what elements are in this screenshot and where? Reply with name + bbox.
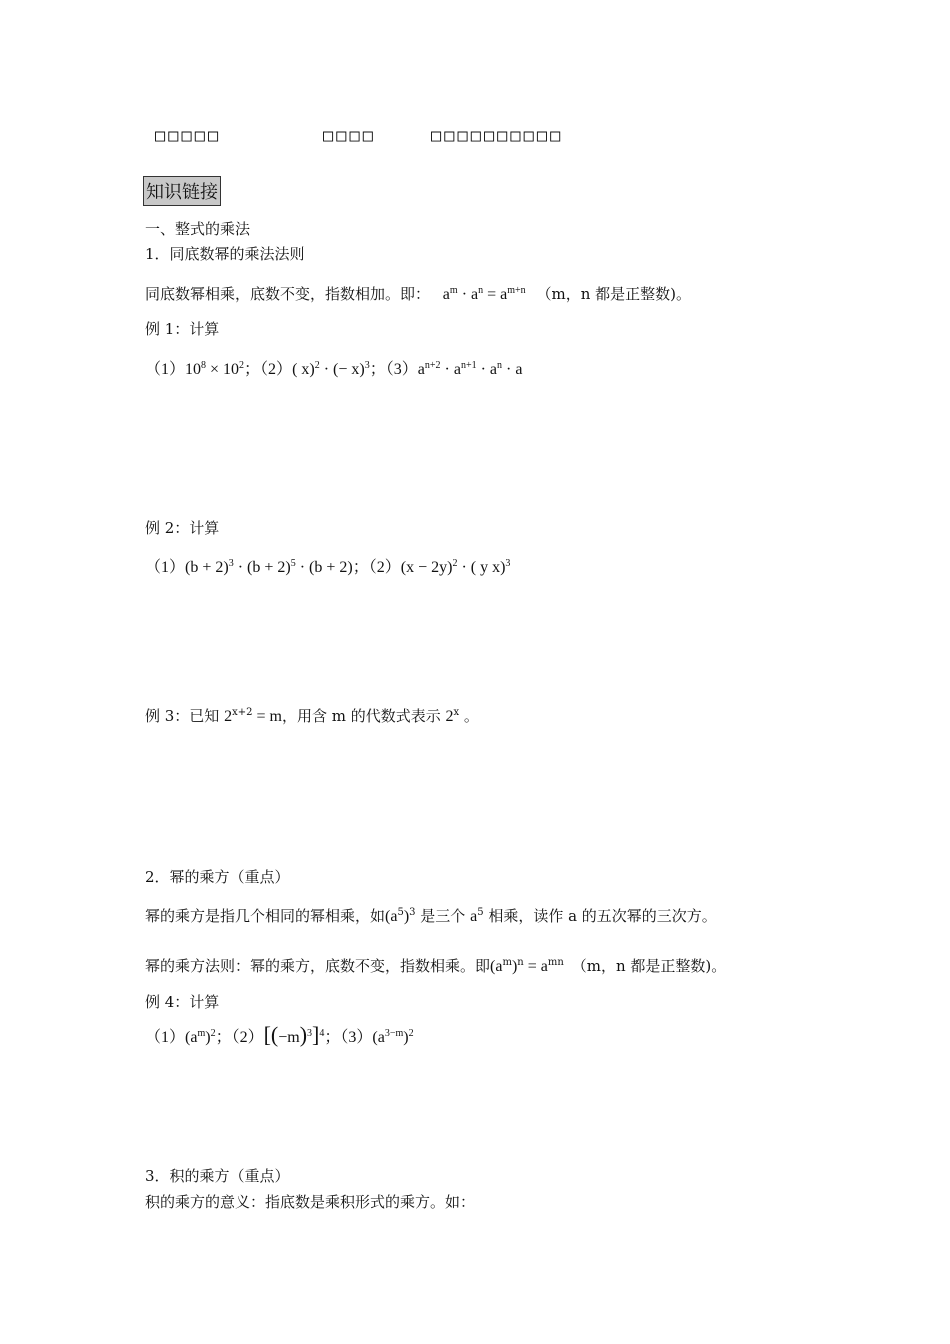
item-2-rule: 幂的乘方法则：幂的乘方，底数不变，指数相乘。即$(a^m)^n = a^{mn}$ （m，n 都是正整数)。 — [145, 957, 727, 975]
rule-1-text: 同底数幂相乘，底数不变，指数相加。即： — [145, 285, 431, 303]
example-2-label: 例 2：计算 — [145, 519, 220, 537]
header-right: □□□□□□□□□□ — [431, 126, 564, 146]
item-3-title: 3．积的乘方（重点） — [145, 1167, 290, 1185]
rule-1-formula: $a^m \cdot a^n = a^{m+n}$ — [442, 285, 526, 303]
item-2-title: 2．幂的乘方（重点） — [145, 868, 290, 886]
rule-1-line — [145, 283, 691, 304]
section-tag: 知识链接 — [143, 176, 221, 206]
example-1-problems: $(1)10^8 \times 10^2$；（2）( x)$^2$ · (− x)$^3$；$(3)a^{n+2} \cdot a^{n+1} \cdot a^n \cdot a$ — [145, 360, 523, 378]
example-4-label: 例 4：计算 — [145, 993, 220, 1011]
item-1-title: 1．同底数幂的乘法法则 — [145, 245, 305, 263]
header-left: □□□□□ — [155, 126, 222, 146]
item-2-definition: 幂的乘方是指几个相同的幂相乘，如$(a^5)^3$ 是三个 $a^5$ 相乘，读作 a 的五次幂的三次方。 — [145, 907, 717, 925]
example-1-label: 例 1：计算 — [145, 320, 220, 338]
example-3: 例 3：已知 $2^{x+2} = m$，用含 m 的代数式表示 2$^x$ 。 — [145, 707, 479, 725]
rule-1-note: （m，n 都是正整数)。 — [536, 285, 691, 303]
section-1-title: 一、整式的乘法 — [145, 220, 251, 238]
example-2-problems: $(1)(b + 2)^3 \cdot (b + 2)^5 \cdot (b + 2)$；$(2)(x - 2y)^2$ · ( y x)$^3$ — [145, 558, 511, 576]
example-4-problems: $(1)(a^m)^2$；$(2)[(-m)^3]^4$；$(3)(a^{3-m})^2$ — [145, 1022, 414, 1047]
header-middle: □□□□ — [323, 126, 376, 146]
item-3-definition: 积的乘方的意义：指底数是乘积形式的乘方。如： — [145, 1193, 476, 1211]
